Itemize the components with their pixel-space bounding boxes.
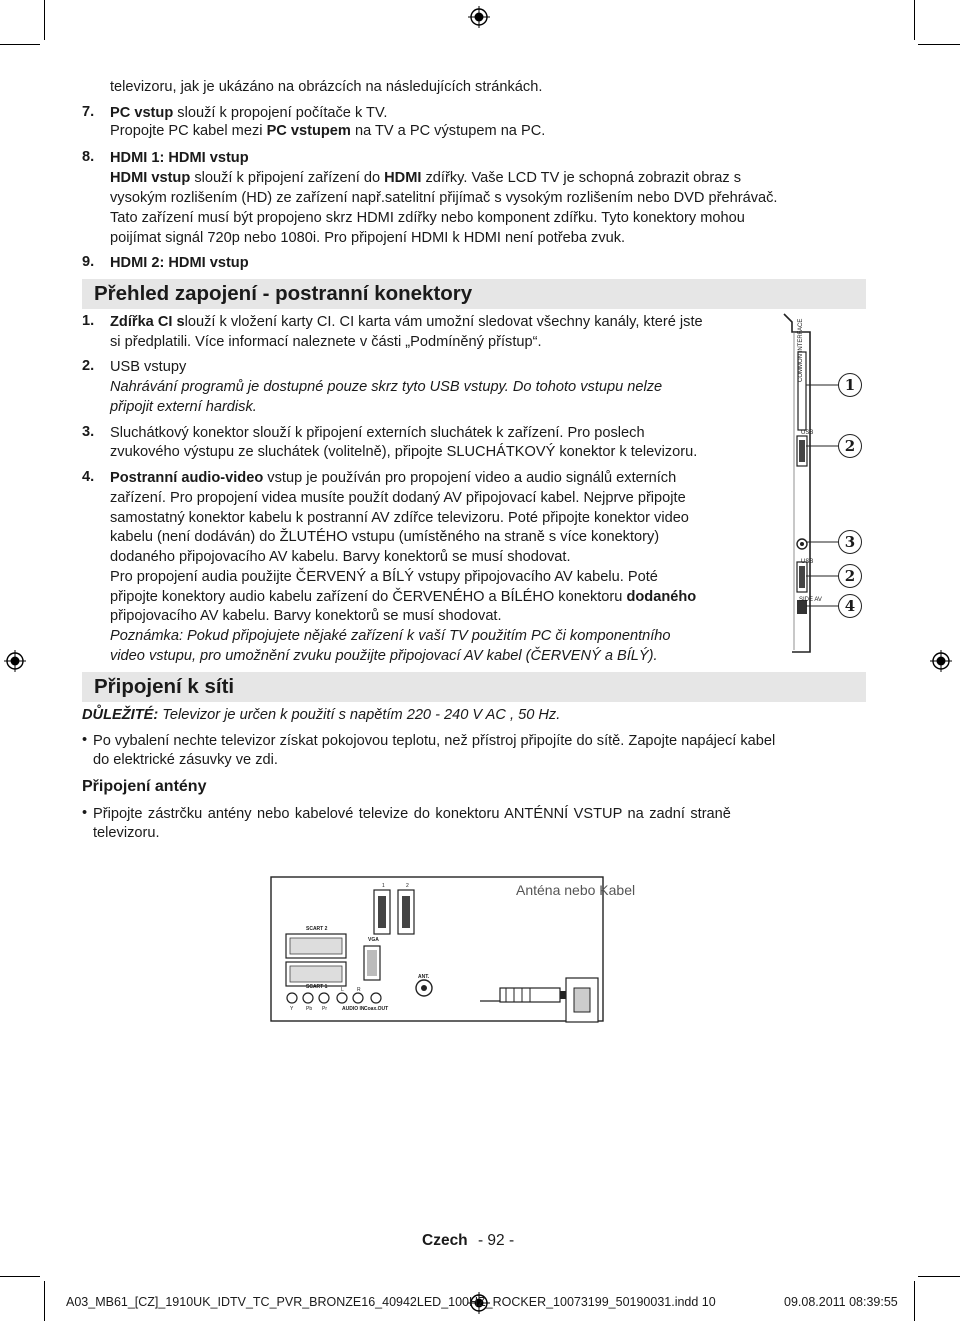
audio-in-label: AUDIO IN	[342, 1006, 365, 1012]
callout-number: 1	[838, 373, 862, 397]
section-title: Přehled zapojení - postranní konektory	[94, 282, 473, 305]
common-interface-label: COMMON INTERFACE	[798, 318, 804, 382]
text-span: Propojte PC kabel mezi	[110, 123, 267, 139]
item-7-line-2	[110, 122, 545, 141]
side-item-3-line-2: zvukového výstupu ze sluchátek (volitelně), připojte SLUCHÁTKOVÝ konektor k televizoru.	[110, 444, 698, 460]
side-item-4-line-3: samostatný konektor kabelu k postranní AV zdířce televizoru. Poté připojte konektor video	[110, 510, 689, 526]
side-item-4-line-2: zařízení. Pro propojení videa musíte použít dodaný AV připojovací kabel. Nejprve připojte	[110, 490, 686, 506]
side-item-4-line-5: dodaného připojovacího AV kabelu. Barvy konektorů se musí shodovat.	[110, 549, 571, 565]
pr-label: Pr	[322, 1006, 327, 1012]
callout-number: 2	[838, 564, 862, 588]
text-span: louží k vložení karty CI. CI karta vám umožní sledovat všechny kanály, které jste	[184, 314, 703, 330]
text-span: připojte konektory audio kabelu zařízení do ČERVENÉHO a BÍLÉHO konektoru	[110, 589, 627, 605]
footer-page-number: - 92 -	[477, 1232, 515, 1249]
item-number: 2.	[82, 358, 95, 374]
crop-mark	[44, 1281, 45, 1321]
item-7-line-1	[110, 104, 387, 123]
text-span: Postranní audio-video	[110, 470, 264, 486]
item-8-line-5: poijímat signál 720p nebo 1080i. Pro připojení HDMI k HDMI není potřeba zvuk.	[110, 230, 626, 246]
registration-mark-icon	[468, 6, 490, 28]
item-8-line-2	[110, 169, 741, 188]
item-8-line-3: vysokým rozlišením (HD) ze zařízení např.satelitní přijímač s vysokým rozlišením nebo DVD přehrávač.	[110, 190, 778, 206]
text-span: PC vstupem	[266, 123, 351, 139]
section-title: Připojení k síti	[94, 675, 235, 698]
text-span: HDMI vstup	[110, 170, 191, 186]
item-number: 1.	[82, 313, 95, 329]
ant-label: ANT.	[418, 974, 430, 980]
antenna-line-1: Připojte zástrčku antény nebo kabelové televize do konektoru ANTÉNNÍ VSTUP na zadní straně	[93, 806, 731, 822]
coax-out-label: Coax.OUT	[364, 1006, 389, 1012]
usb-label: USB	[801, 559, 814, 565]
y-label: Y	[290, 1006, 294, 1012]
section-heading-band	[82, 279, 866, 309]
item-number: 9.	[82, 254, 95, 270]
indd-timestamp: 09.08.2011 08:39:55	[784, 1295, 898, 1309]
crop-mark	[918, 44, 960, 45]
text-span: HDMI	[384, 170, 422, 186]
antenna-line-2: televizoru.	[93, 825, 160, 841]
item-number: 7.	[82, 104, 95, 120]
side-item-2-line-3: připojit externí hardisk.	[110, 399, 257, 415]
registration-mark-icon	[4, 650, 26, 672]
page-footer	[422, 1232, 514, 1250]
vga-label: VGA	[368, 937, 379, 943]
text-span: dodaného	[626, 589, 697, 605]
side-item-2-line-1: USB vstupy	[110, 359, 187, 375]
pb-label: Pb	[306, 1006, 313, 1012]
text-span: slouží k propojení počítače k TV.	[173, 105, 388, 121]
callout-number: 3	[838, 530, 862, 554]
power-bullet-line-2: do elektrické zásuvky ve zdi.	[93, 752, 278, 768]
hdmi-2-label: 2	[406, 883, 409, 889]
scart-1-label: SCART 1	[306, 984, 328, 990]
item-9-heading: HDMI 2: HDMI vstup	[110, 255, 249, 271]
side-item-4-line-6: Pro propojení audia použijte ČERVENÝ a BÍLÝ vstupy připojovacího AV kabelu. Poté	[110, 569, 658, 585]
footer-language: Czech	[422, 1232, 468, 1249]
indd-file-name: A03_MB61_[CZ]_1910UK_IDTV_TC_PVR_BRONZE16_40942LED_100HZ_ROCKER_10073199_50190031.indd 10	[66, 1295, 716, 1309]
pc-input-label: PC vstup	[110, 105, 174, 121]
side-item-4-note-2: video vstupu, pro umožnění zvuku použijte připojovací AV kabel (ČERVENÝ a BÍLÝ).	[110, 648, 658, 664]
side-item-4-line-4: kabelu (není dodáván) do ŽLUTÉHO vstupu (umístěného na straně s více konektory)	[110, 529, 660, 545]
crop-mark	[0, 1276, 40, 1277]
intro-line: televizoru, jak je ukázáno na obrázcích na následujících stránkách.	[110, 79, 543, 95]
power-bullet-line-1: Po vybalení nechte televizor získat pokojovou teplotu, než přístroj připojíte do sítě. Zapojte napájecí kabel	[93, 733, 776, 749]
text-span: na TV a PC výstupem na PC.	[350, 123, 546, 139]
crop-mark	[914, 1281, 915, 1321]
usb-label: USB	[801, 430, 814, 436]
antenna-plug-icon	[480, 968, 604, 1030]
side-item-4-note-1: Poznámka: Pokud připojujete nějaké zařízení k vaší TV použitím PC či komponentního	[110, 628, 671, 644]
bullet-icon: •	[82, 732, 88, 748]
text-span: DŮLEŽITÉ:	[82, 707, 159, 723]
registration-mark-icon	[930, 650, 952, 672]
side-item-4-line-8: připojovacího AV kabelu. Barvy konektorů se musí shodovat.	[110, 608, 502, 624]
crop-mark	[0, 44, 40, 45]
item-8-line-4: Tato zařízení musí být propojeno skrz HDMI zdířky nebo komponent zdířku. Tyto konektory mohou	[110, 210, 745, 226]
text-span: Televizor je určen k použití s napětím 220 - 240 V AC , 50 Hz.	[158, 707, 561, 723]
important-note	[82, 706, 560, 725]
crop-mark	[918, 1276, 960, 1277]
hdmi-1-label: 1	[382, 883, 385, 889]
antenna-heading: Připojení antény	[82, 778, 207, 795]
side-item-1-line-1	[110, 313, 703, 332]
item-8-heading: HDMI 1: HDMI vstup	[110, 150, 249, 166]
text-span: slouží k připojení zařízení do	[190, 170, 385, 186]
section-heading-band	[82, 672, 866, 702]
item-number: 3.	[82, 424, 95, 440]
crop-mark	[44, 0, 45, 40]
crop-mark	[914, 0, 915, 40]
bullet-icon: •	[82, 805, 88, 821]
side-av-label: SIDE AV	[799, 597, 822, 603]
left-audio-label: L	[341, 987, 344, 993]
callout-number: 2	[838, 434, 862, 458]
side-item-4-line-1	[110, 469, 676, 488]
item-number: 8.	[82, 149, 95, 165]
callout-number: 4	[838, 594, 862, 618]
side-item-4-line-7	[110, 588, 696, 607]
item-number: 4.	[82, 469, 95, 485]
side-item-1-line-2: si předplatili. Více informací naleznete v části „Podmíněný přístup“.	[110, 334, 542, 350]
scart-2-label: SCART 2	[306, 926, 328, 932]
right-audio-label: R	[357, 987, 361, 993]
text-span: zdířky. Vaše LCD TV je schopná zobrazit obraz s	[421, 170, 742, 186]
text-span: vstup je používán pro propojení video a audio signálů externích	[263, 470, 677, 486]
antenna-caption: Anténa nebo Kabel	[516, 882, 636, 898]
side-item-3-line-1: Sluchátkový konektor slouží k připojení externích sluchátek k zařízení. Pro poslech	[110, 425, 645, 441]
side-item-2-line-2: Nahrávání programů je dostupné pouze skrz tyto USB vstupy. Do tohoto vstupu nelze	[110, 379, 663, 395]
text-span: Zdířka CI s	[110, 314, 185, 330]
